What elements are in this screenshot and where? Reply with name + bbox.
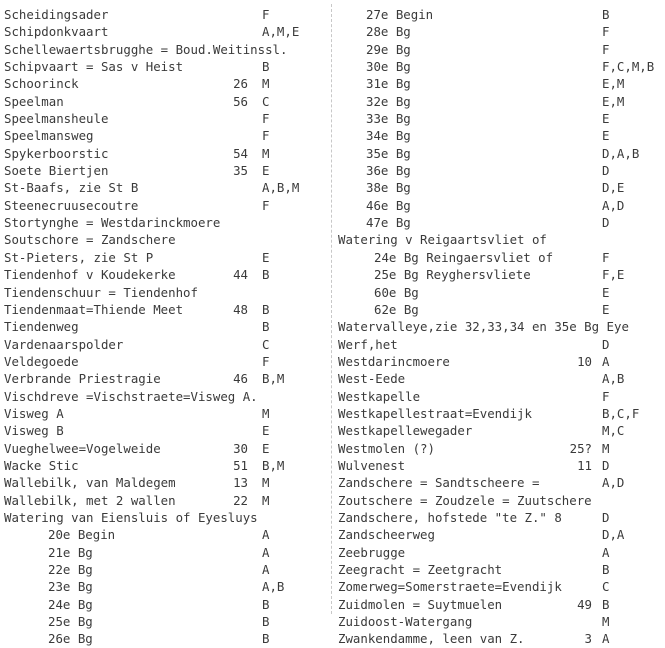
entry-code: A [602, 544, 610, 560]
index-entry [4, 474, 324, 491]
index-entry [4, 179, 324, 196]
entry-code: M [262, 145, 270, 161]
index-entry [4, 162, 324, 179]
entry-name: Wulvenest [338, 457, 406, 473]
entry-number: 26 [233, 76, 248, 92]
entry-name: Tiendenweg [4, 319, 79, 335]
entry-number: 54 [233, 145, 248, 161]
entry-code: C [262, 336, 270, 352]
entry-code: D [602, 163, 610, 179]
index-entry [4, 145, 324, 162]
entry-number: 3 [584, 631, 592, 647]
entry-code: B [262, 59, 270, 75]
entry-name: Spykerboorstic [4, 145, 109, 161]
index-entry [4, 613, 324, 630]
index-entry [4, 492, 324, 509]
entry-name: Zandscheerweg [338, 527, 435, 543]
entry-code: B [262, 319, 270, 335]
entry-number: 44 [233, 267, 248, 283]
entry-code: F,E [602, 267, 625, 283]
index-entry [338, 596, 664, 613]
index-entry [4, 353, 324, 370]
index-entry [4, 110, 324, 127]
entry-code: A,B [262, 579, 285, 595]
index-entry [4, 58, 324, 75]
entry-code: B,M [262, 371, 285, 387]
index-entry [4, 75, 324, 92]
entry-code: F [602, 388, 610, 404]
entry-name: Zeegracht = Zeetgracht [338, 562, 503, 577]
entry-name: Speelman [4, 93, 64, 109]
index-entry [338, 613, 664, 630]
entry-code: B [602, 562, 610, 577]
index-entry [338, 231, 664, 248]
entry-name: Zandschere = Sandtscheere = [338, 475, 540, 491]
index-entry [4, 93, 324, 110]
entry-name: St-Pieters, zie St P [4, 249, 154, 265]
entry-name: 28e Bg [366, 24, 411, 40]
entry-code: C [262, 93, 270, 109]
entry-name: Visweg A [4, 405, 64, 421]
entry-name: 36e Bg [366, 163, 411, 179]
entry-number: 51 [233, 457, 248, 473]
entry-code: B [262, 631, 270, 647]
entry-name: Zwankendamme, leen van Z. [338, 631, 525, 647]
entry-name: Schipvaart = Sas v Heist [4, 59, 184, 75]
entry-name: 21e Bg [48, 544, 93, 560]
entry-name: Zuidoost-Watergang [338, 614, 473, 630]
entry-name: Stortynghe = Westdarinckmoere [4, 215, 221, 231]
index-entry [4, 284, 324, 301]
entry-name: Vischdreve =Vischstraete=Visweg A. [4, 388, 258, 404]
entry-name: 20e Begin [48, 527, 116, 543]
entry-name: 46e Bg [366, 197, 411, 213]
entry-name: 60e Bg [374, 284, 419, 300]
entry-name: Scheidingsader [4, 7, 109, 22]
entry-name: 34e Bg [366, 128, 411, 144]
entry-code: M [262, 492, 270, 508]
entry-code: F [602, 41, 610, 57]
entry-code: B,M [262, 457, 285, 473]
entry-code: F [602, 24, 610, 40]
entry-number: 48 [233, 301, 248, 317]
entry-code: B [602, 596, 610, 612]
index-entry [4, 596, 324, 613]
entry-code: D [602, 509, 610, 525]
index-entry [338, 6, 664, 23]
entry-name: Zoutschere = Zoudzele = Zuutschere [338, 492, 592, 508]
index-entry [338, 41, 664, 58]
entry-code: M [602, 440, 610, 456]
entry-number: 56 [233, 93, 248, 109]
entry-name: Soutschore = Zandschere [4, 232, 176, 248]
entry-name: Vueghelwee=Vogelweide [4, 440, 161, 456]
entry-code: F [262, 353, 270, 369]
entry-name: Westdarincmoere [338, 353, 450, 369]
entry-name: Watervalleye,zie 32,33,34 en 35e Bg Eye [338, 319, 629, 335]
entry-number: 11 [577, 457, 592, 473]
index-entry [338, 457, 664, 474]
index-entry [338, 318, 664, 335]
index-entry [4, 388, 324, 405]
entry-number: 25? [569, 440, 592, 456]
entry-name: 31e Bg [366, 76, 411, 92]
entry-name: Visweg B [4, 423, 64, 439]
entry-code: D [602, 215, 610, 231]
entry-code: B,C,F [602, 405, 640, 421]
entry-name: Zuidmolen = Suytmuelen [338, 596, 503, 612]
index-entry [338, 162, 664, 179]
entry-name: Speelmansweg [4, 128, 94, 144]
index-entry [338, 353, 664, 370]
entry-number: 30 [233, 440, 248, 456]
entry-name: Tiendenhof v Koudekerke [4, 267, 176, 283]
entry-code: A,B,M [262, 180, 300, 196]
index-entry [4, 509, 324, 526]
index-entry [4, 41, 324, 58]
entry-name: 24e Bg [48, 596, 93, 612]
entry-name: Speelmansheule [4, 111, 109, 127]
index-entry [4, 336, 324, 353]
index-entry [338, 58, 664, 75]
entry-name: Westkapelle [338, 388, 421, 404]
entry-code: A [602, 631, 610, 647]
entry-name: 25e Bg [48, 614, 93, 630]
entry-name: Wallebilk, van Maldegem [4, 475, 176, 491]
entry-name: 22e Bg [48, 562, 93, 577]
index-entry [338, 544, 664, 561]
index-entry [4, 127, 324, 144]
index-entry [338, 301, 664, 318]
entry-code: M [262, 76, 270, 92]
entry-name: 30e Bg [366, 59, 411, 75]
entry-code: A [602, 353, 610, 369]
entry-code: M [262, 405, 270, 421]
entry-code: M [602, 614, 610, 630]
index-entry [338, 93, 664, 110]
entry-code: M [262, 475, 270, 491]
entry-code: D,A [602, 527, 625, 543]
entry-number: 10 [577, 353, 592, 369]
entry-code: F [262, 197, 270, 213]
index-entry [4, 214, 324, 231]
entry-code: E [602, 301, 610, 317]
entry-name: St-Baafs, zie St B [4, 180, 139, 196]
entry-name: Tiendenmaat=Thiende Meet [4, 301, 184, 317]
index-entry [4, 197, 324, 214]
entry-name: 33e Bg [366, 111, 411, 127]
index-entry [338, 197, 664, 214]
entry-name: Westkapellestraat=Evendijk [338, 405, 532, 421]
entry-code: F [602, 249, 610, 265]
index-entry [4, 405, 324, 422]
index-entry [4, 23, 324, 40]
index-entry [4, 6, 324, 23]
entry-code: B [602, 7, 610, 22]
entry-name: 38e Bg [366, 180, 411, 196]
index-entry [338, 214, 664, 231]
entry-name: Westkapellewegader [338, 423, 473, 439]
entry-code: E [262, 440, 270, 456]
index-entry [4, 266, 324, 283]
index-entry [4, 457, 324, 474]
entry-name: 62e Bg [374, 301, 419, 317]
entry-name: Verbrande Priestragie [4, 371, 161, 387]
entry-name: Zomerweg=Somerstraete=Evendijk [338, 579, 562, 595]
entry-code: F [262, 111, 270, 127]
entry-name: Zeebrugge [338, 544, 406, 560]
entry-code: A,D [602, 197, 625, 213]
index-entry [4, 318, 324, 335]
index-entry [338, 75, 664, 92]
index-entry [338, 179, 664, 196]
entry-name: Schipdonkvaart [4, 24, 109, 40]
entry-name: Westmolen (?) [338, 440, 435, 456]
entry-code: E [602, 111, 610, 127]
entry-code: B [262, 596, 270, 612]
entry-name: Wallebilk, met 2 wallen [4, 492, 176, 508]
entry-code: B [262, 301, 270, 317]
entry-name: 24e Bg Reingaersvliet of [374, 249, 554, 265]
entry-code: E,M [602, 76, 625, 92]
entry-name: Werf,het [338, 336, 398, 352]
entry-name: 47e Bg [366, 215, 411, 231]
index-entry [338, 561, 664, 578]
entry-name: Zandschere, hofstede "te Z." 8 [338, 509, 562, 525]
index-entry [338, 440, 664, 457]
entry-code: E [262, 163, 270, 179]
index-entry [338, 492, 664, 509]
index-entry [338, 249, 664, 266]
index-entry [4, 630, 324, 647]
index-entry [4, 578, 324, 595]
index-entry [4, 422, 324, 439]
entry-code: E,M [602, 93, 625, 109]
entry-name: Soete Biertjen [4, 163, 109, 179]
index-entry [338, 630, 664, 647]
index-entry [338, 405, 664, 422]
entry-name: Vardenaarspolder [4, 336, 124, 352]
entry-number: 22 [233, 492, 248, 508]
entry-name: 27e Begin [366, 7, 434, 22]
index-entry [338, 422, 664, 439]
index-entry [4, 249, 324, 266]
entry-name: 35e Bg [366, 145, 411, 161]
entry-name: 26e Bg [48, 631, 93, 647]
index-entry [338, 110, 664, 127]
entry-code: A [262, 527, 270, 543]
index-entry [338, 266, 664, 283]
entry-name: Veldegoede [4, 353, 79, 369]
index-entry [4, 301, 324, 318]
entry-name: Wacke Stic [4, 457, 79, 473]
index-entry [4, 231, 324, 248]
entry-code: A [262, 562, 270, 577]
index-entry [4, 561, 324, 578]
entry-number: 35 [233, 163, 248, 179]
index-entry [338, 145, 664, 162]
entry-code: B [262, 267, 270, 283]
index-entry [4, 370, 324, 387]
entry-name: 23e Bg [48, 579, 93, 595]
entry-code: F,C,M,B [602, 59, 655, 75]
entry-code: A,D [602, 475, 625, 491]
entry-name: Watering van Eiensluis of Eyesluys [4, 509, 258, 525]
index-entry [338, 388, 664, 405]
index-entry [4, 526, 324, 543]
index-entry [338, 23, 664, 40]
entry-code: B [262, 614, 270, 630]
entry-code: A [262, 544, 270, 560]
entry-code: D,A,B [602, 145, 640, 161]
entry-code: E [602, 284, 610, 300]
entry-number: 49 [577, 596, 592, 612]
entry-code: D,E [602, 180, 625, 196]
entry-code: A,B [602, 371, 625, 387]
index-entry [338, 370, 664, 387]
index-entry [338, 526, 664, 543]
entry-code: E [262, 249, 270, 265]
right-column [338, 6, 664, 648]
column-divider [331, 4, 332, 614]
entry-code: M,C [602, 423, 625, 439]
entry-name: West-Eede [338, 371, 406, 387]
entry-code: D [602, 457, 610, 473]
index-entry [338, 509, 664, 526]
entry-code: E [602, 128, 610, 144]
entry-number: 46 [233, 371, 248, 387]
index-entry [338, 578, 664, 595]
index-entry [338, 336, 664, 353]
entry-name: 29e Bg [366, 41, 411, 57]
entry-name: Schellewaertsbrugghe = Boud.Weitinssl. [4, 41, 288, 57]
index-entry [338, 127, 664, 144]
entry-code: F [262, 7, 270, 22]
index-entry [338, 284, 664, 301]
index-entry [4, 440, 324, 457]
entry-name: 25e Bg Reyghersvliete [374, 267, 531, 283]
entry-name: Steenecruusecoutre [4, 197, 139, 213]
index-entry [4, 544, 324, 561]
entry-code: F [262, 128, 270, 144]
entry-number: 13 [233, 475, 248, 491]
left-column [4, 6, 324, 648]
entry-name: Tiendenschuur = Tiendenhof [4, 284, 198, 300]
entry-code: C [602, 579, 610, 595]
entry-code: A,M,E [262, 24, 300, 40]
entry-name: 32e Bg [366, 93, 411, 109]
entry-code: E [262, 423, 270, 439]
entry-name: Watering v Reigaartsvliet of [338, 232, 547, 248]
index-entry [338, 474, 664, 491]
entry-code: D [602, 336, 610, 352]
entry-name: Schoorinck [4, 76, 79, 92]
